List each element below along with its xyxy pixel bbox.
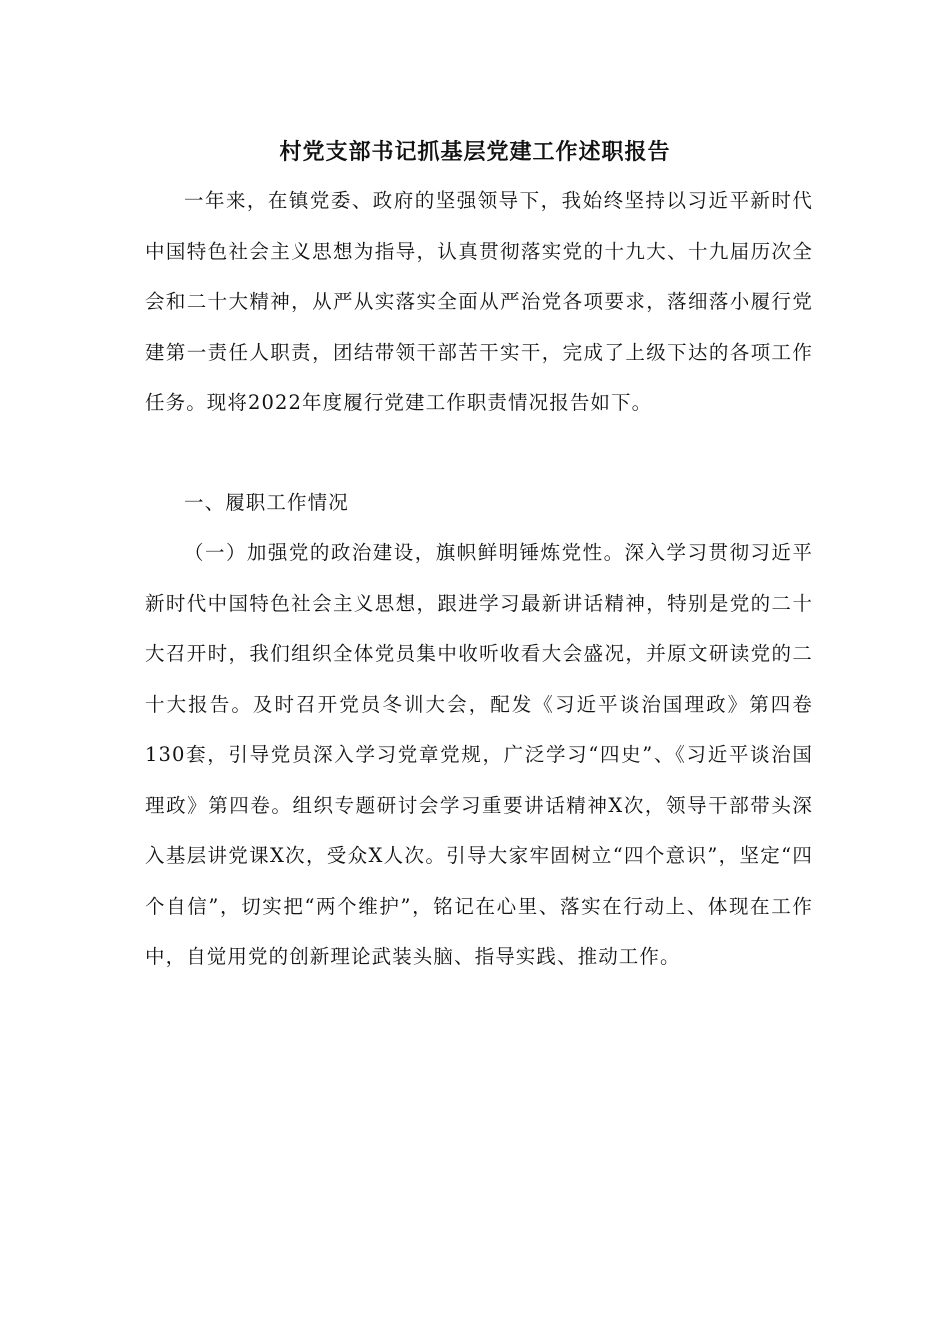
document-title: 村党支部书记抓基层党建工作述职报告 bbox=[279, 139, 671, 165]
section-heading: 一、履职工作情况 bbox=[184, 491, 349, 514]
section-1-paragraph: （一）加强党的政治建设，旗帜鲜明锤炼党性。深入学习贯彻习近平新时代中国特色社会主义思想，跟进学习最新讲话精神，特别是党的二十大召开时，我们组织全体党员集中收听收看大会盛况，并原文研读党的二十大报告。及时召开党员冬训大会，配发《习近平谈治国理政》第四卷130套，引导党员深入学习党章党规，广泛学习“四史”、《习近平谈治国理政》第四卷。组织专题研讨会学习重要讲话精神X次，领导干部带头深入基层讲党课X次，受众X人次。引导大家牢固树立“四个意识”，坚定“四个自信”，切实把“两个维护”，铭记在心里、落实在行动上、体现在工作中，自觉用党的创新理论武装头脑、指导实践、推动工作。 bbox=[145, 541, 813, 968]
intro-paragraph: 一年来，在镇党委、政府的坚强领导下，我始终坚持以习近平新时代中国特色社会主义思想为指导，认真贯彻落实党的十九大、十九届历次全会和二十大精神，从严从实落实全面从严治党各项要求，落细落小履行党建第一责任人职责，团结带领干部苦干实干，完成了上级下达的各项工作任务。现将2022年度履行党建工作职责情况报告如下。 bbox=[145, 189, 813, 414]
